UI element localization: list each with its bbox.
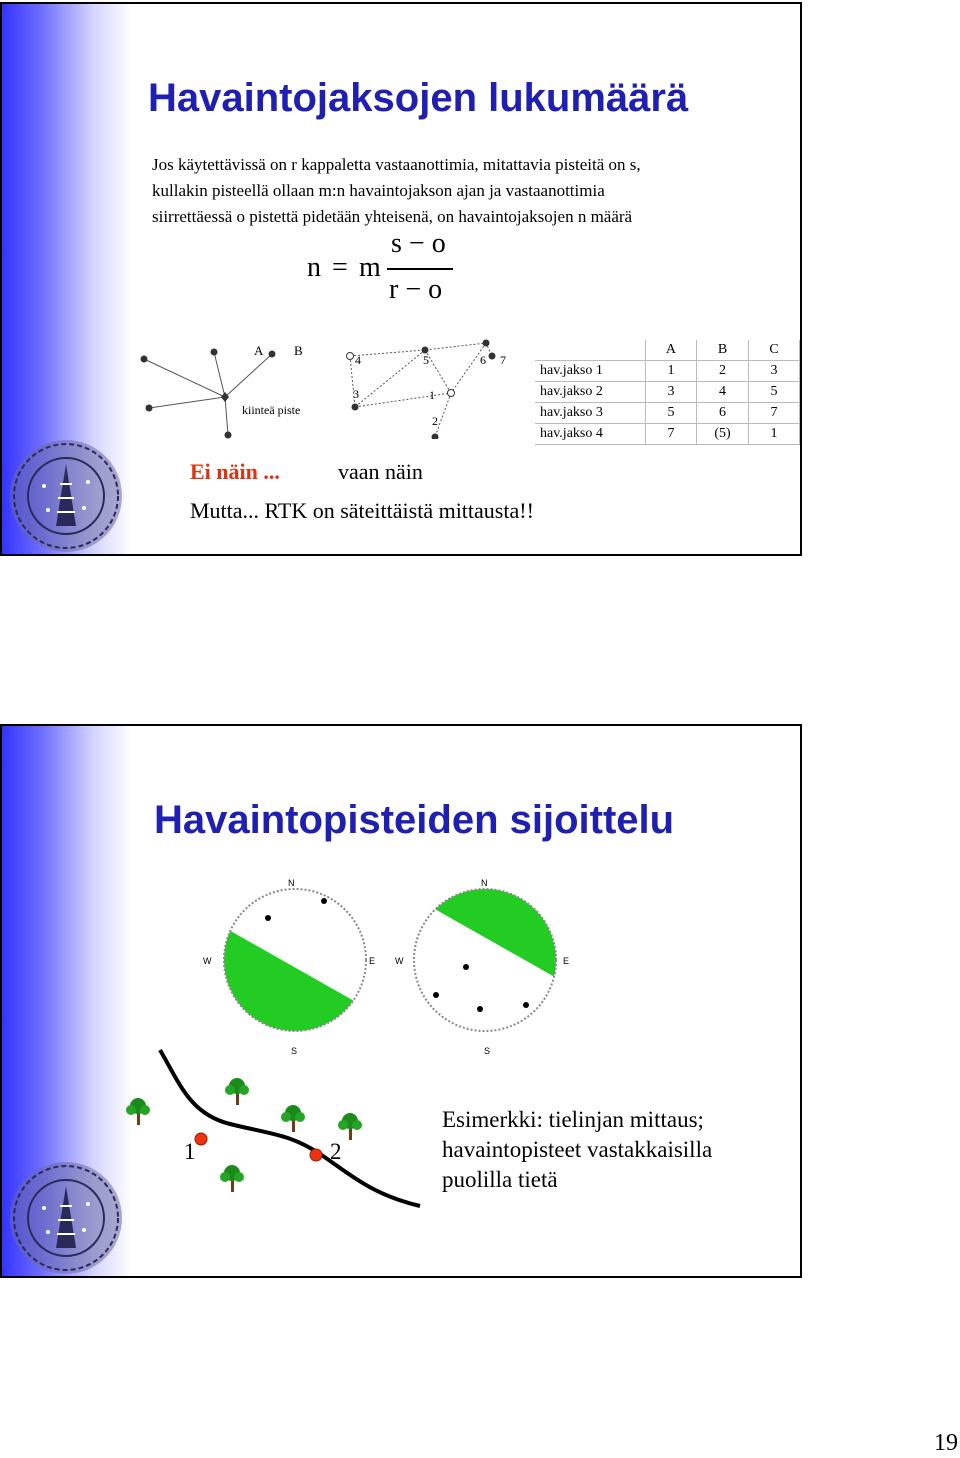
sky-plot-left (220, 885, 370, 1035)
session-label: 5 (423, 353, 429, 367)
tree-icon (225, 1078, 249, 1105)
table-cell: 3 (749, 361, 800, 382)
session-label: 6 (480, 353, 486, 367)
intro-line: siirrettäessä o pistettä pidetään yhteisenä, on havaintojaksojen n määrä (152, 207, 633, 226)
table-cell: 7 (749, 403, 800, 424)
slide-2 (0, 724, 802, 1278)
table-cell: 2 (697, 361, 749, 382)
road-scene (120, 1044, 440, 1234)
formula-denominator: r − o (389, 274, 443, 305)
page-number: 19 (934, 1430, 958, 1456)
point-2-label: 2 (330, 1139, 342, 1164)
point-1-label: 1 (184, 1139, 196, 1164)
table-header: B (697, 340, 749, 361)
table-header: A (645, 340, 696, 361)
table-cell: hav.jakso 2 (535, 382, 645, 403)
label-fixed-point: kiinteä piste (242, 403, 301, 417)
table-row (535, 403, 800, 424)
table-cell: 4 (697, 382, 749, 403)
slide-title: Havaintojaksojen lukumäärä (148, 76, 689, 120)
table-cell: hav.jakso 1 (535, 361, 645, 382)
table-row (535, 424, 800, 445)
radial-network-figure (132, 342, 312, 442)
tree-icon (220, 1165, 244, 1192)
tree-icon (281, 1105, 305, 1132)
geodetic-institute-logo (4, 436, 128, 556)
table-cell: (5) (697, 424, 749, 445)
formula-eq: = (332, 252, 348, 283)
example-text (442, 1105, 712, 1195)
table-cell: hav.jakso 4 (535, 424, 645, 445)
session-label: 2 (432, 414, 438, 428)
table-row (535, 382, 800, 403)
compass-south: S (291, 1046, 298, 1056)
compass-east: E (563, 956, 570, 966)
formula (307, 228, 467, 312)
session-label: 7 (500, 353, 506, 367)
geodetic-institute-logo (4, 1158, 128, 1278)
example-line: puolilla tietä (442, 1167, 558, 1192)
fraction-bar (387, 268, 453, 270)
right-way-label: vaan näin (338, 459, 423, 484)
tree-icon (126, 1098, 150, 1125)
table-header (535, 340, 645, 361)
compass-west: W (395, 956, 404, 966)
table-cell: 5 (645, 403, 696, 424)
intro-text (152, 152, 792, 230)
table-header: C (749, 340, 800, 361)
formula-numerator: s − o (391, 228, 446, 259)
compass-north: N (288, 878, 295, 888)
slide-title: Havaintopisteiden sijoittelu (154, 798, 675, 842)
wrong-way-label: Ei näin ... (190, 459, 280, 484)
table-cell: 6 (697, 403, 749, 424)
label-b: B (294, 343, 303, 358)
example-line: Esimerkki: tielinjan mittaus; (442, 1107, 704, 1132)
intro-line: kullakin pisteellä ollaan m:n havaintojakson ajan ja vastaanottimia (152, 181, 605, 200)
table-cell: 3 (645, 382, 696, 403)
table-header-row (535, 340, 800, 361)
table-cell: 1 (749, 424, 800, 445)
compass-south: S (484, 1046, 491, 1056)
compass-east: E (369, 956, 376, 966)
tree-icon (338, 1113, 362, 1140)
session-label: 3 (353, 387, 359, 401)
formula-m: m (359, 252, 381, 283)
table-cell: hav.jakso 3 (535, 403, 645, 424)
session-table (535, 340, 800, 445)
sky-plot-right (410, 885, 560, 1035)
table-cell: 5 (749, 382, 800, 403)
example-line: havaintopisteet vastakkaisilla (442, 1137, 713, 1162)
formula-n: n (307, 252, 321, 283)
compass-west: W (203, 956, 212, 966)
intro-line: Jos käytettävissä on r kappaletta vastaanottimia, mitattavia pisteitä on s, (152, 155, 641, 174)
session-label: 4 (355, 353, 361, 367)
table-cell: 7 (645, 424, 696, 445)
rtk-note: Mutta... RTK on säteittäistä mittausta!! (190, 498, 534, 523)
table-row (535, 361, 800, 382)
session-label: 1 (429, 388, 435, 402)
compass-north: N (481, 878, 488, 888)
table-cell: 1 (645, 361, 696, 382)
label-a: A (254, 343, 264, 358)
slide-1 (0, 2, 802, 556)
